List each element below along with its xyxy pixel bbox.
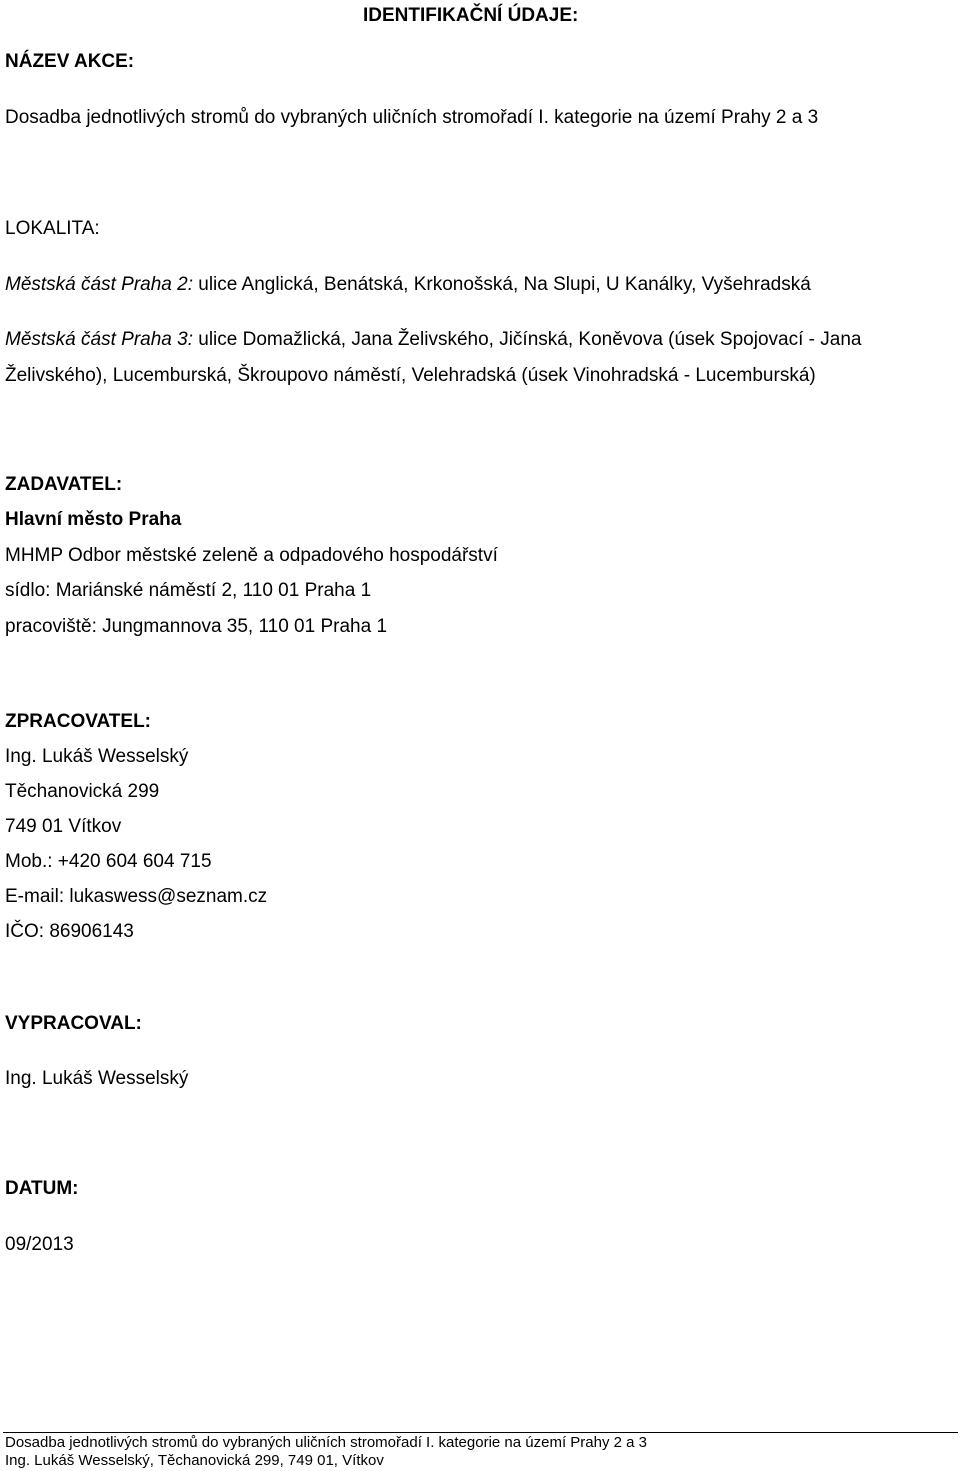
footer-divider xyxy=(3,1432,958,1433)
zadavatel-label: ZADAVATEL: xyxy=(5,474,123,495)
footer-line-1: Dosadba jednotlivých stromů do vybraných uličních stromořadí I. kategorie na území Prahy 2 a 3 xyxy=(5,1434,647,1451)
footer-line-2: Ing. Lukáš Wesselský, Těchanovická 299, 749 01, Vítkov xyxy=(5,1452,384,1469)
datum-label: DATUM: xyxy=(5,1178,79,1199)
datum-value: 09/2013 xyxy=(5,1234,74,1255)
lokalita-praha2-prefix: Městská část Praha 2: xyxy=(5,274,193,295)
zpracovatel-name: Ing. Lukáš Wesselský xyxy=(5,746,189,767)
zadavatel-name: Hlavní město Praha xyxy=(5,509,182,530)
lokalita-praha3-line2: Želivského), Lucemburská, Škroupovo náměstí, Velehradská (úsek Vinohradská - Lucemburská) xyxy=(5,365,816,386)
zadavatel-department: MHMP Odbor městské zeleně a odpadového hospodářství xyxy=(5,545,498,566)
zadavatel-seat: sídlo: Mariánské náměstí 2, 110 01 Praha 1 xyxy=(5,580,372,601)
vypracoval-name: Ing. Lukáš Wesselský xyxy=(5,1068,189,1089)
zpracovatel-label: ZPRACOVATEL: xyxy=(5,711,152,732)
lokalita-praha3 xyxy=(5,329,861,351)
lokalita-label: LOKALITA: xyxy=(5,218,100,239)
lokalita-praha2 xyxy=(5,274,811,296)
zadavatel-workplace: pracoviště: Jungmannova 35, 110 01 Praha 1 xyxy=(5,616,388,637)
zpracovatel-city: 749 01 Vítkov xyxy=(5,816,122,837)
zpracovatel-street: Těchanovická 299 xyxy=(5,781,160,802)
document-title: IDENTIFIKAČNÍ ÚDAJE: xyxy=(363,5,579,26)
lokalita-praha2-text: ulice Anglická, Benátská, Krkonošská, Na Slupi, U Kanálky, Vyšehradská xyxy=(192,274,811,295)
zpracovatel-ico: IČO: 86906143 xyxy=(5,921,134,942)
nazev-akce-label: NÁZEV AKCE: xyxy=(5,51,135,72)
zpracovatel-mobile: Mob.: +420 604 604 715 xyxy=(5,851,212,872)
zpracovatel-email: E-mail: lukaswess@seznam.cz xyxy=(5,886,268,907)
lokalita-praha3-prefix: Městská část Praha 3: xyxy=(5,329,193,350)
nazev-akce-value: Dosadba jednotlivých stromů do vybraných uličních stromořadí I. kategorie na území Prahy 2 a 3 xyxy=(5,107,819,128)
vypracoval-label: VYPRACOVAL: xyxy=(5,1013,142,1034)
lokalita-praha3-text-line1: ulice Domažlická, Jana Želivského, Jičínská, Koněvova (úsek Spojovací - Jana xyxy=(192,329,862,350)
